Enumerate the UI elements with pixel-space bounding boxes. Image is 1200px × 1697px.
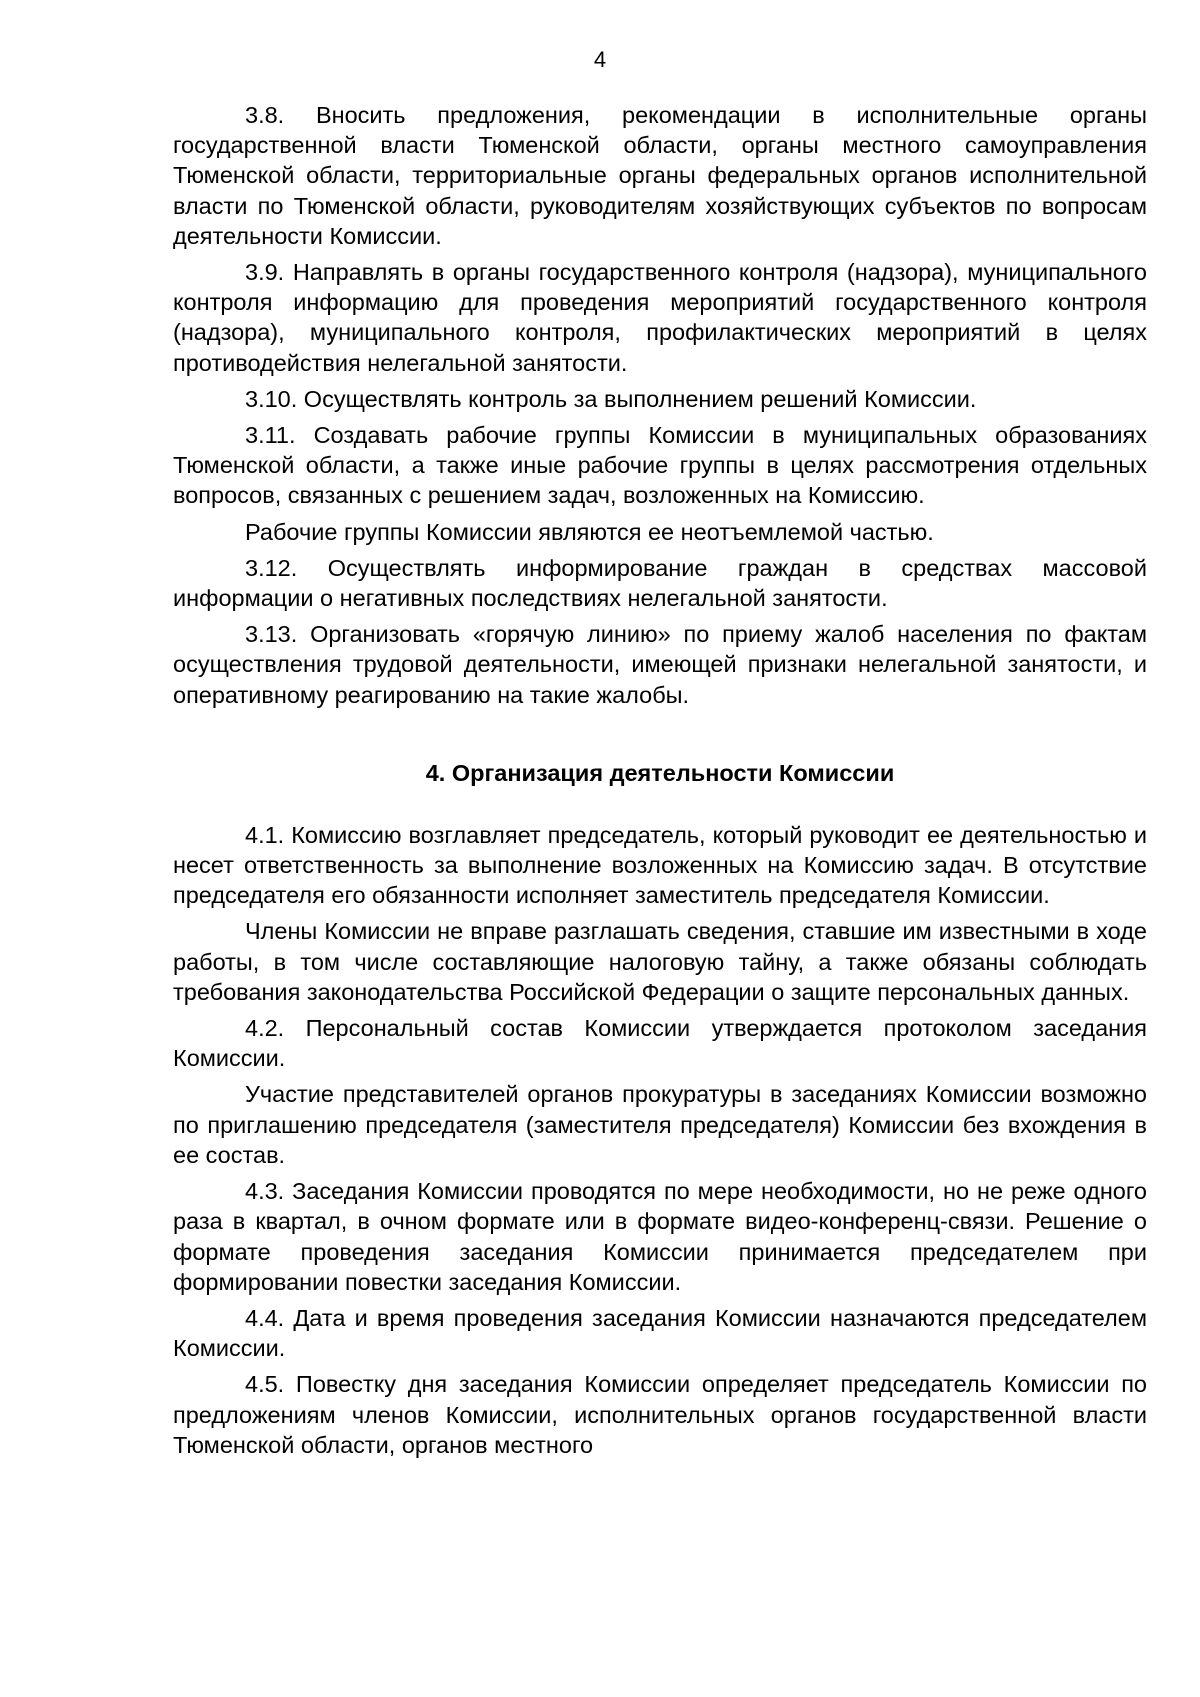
- paragraph-3-8: 3.8. Вносить предложения, рекомендации в исполнительные органы государственной власти Тюменской области, органы местного самоуправления Тюменской области, территориальные органы федеральных органов исполнительной власти по Тюменской области, руководителям хозяйствующих субъектов по вопросам деятельности Комиссии.: [173, 102, 1147, 249]
- paragraph-working-groups: Рабочие группы Комиссии являются ее неотъемлемой частью.: [245, 518, 934, 545]
- paragraph-members-confidentiality: Члены Комиссии не вправе разглашать сведения, ставшие им известными в ходе работы, в том числе составляющие налоговую тайну, а также обязаны соблюдать требования законодательства Российской Федерации о защите персональных данных.: [173, 918, 1147, 1005]
- paragraph-3-13: 3.13. Организовать «горячую линию» по приему жалоб населения по фактам осуществления трудовой деятельности, имеющей признаки нелегальной занятости, и оперативному реагированию на такие жалобы.: [173, 621, 1147, 708]
- paragraph-3-12: 3.12. Осуществлять информирование граждан в средствах массовой информации о негативных последствиях нелегальной занятости.: [173, 554, 1147, 612]
- paragraph-3-10: 3.10. Осуществлять контроль за выполнением решений Комиссии.: [245, 385, 977, 412]
- paragraph-prosecutor-participation: Участие представителей органов прокуратуры в заседаниях Комиссии возможно по приглашению председателя (заместителя председателя) Комиссии без вхождения в ее состав.: [173, 1081, 1147, 1168]
- section-heading: 4. Организация деятельности Комиссии: [425, 759, 895, 786]
- paragraph-3-9: 3.9. Направлять в органы государственного контроля (надзора), муниципального контроля информацию для проведения мероприятий государственного контроля (надзора), муниципального контроля, профилактических мероприятий в целях противодействия нелегальной занятости.: [173, 259, 1147, 376]
- paragraph-4-4: 4.4. Дата и время проведения заседания Комиссии назначаются председателем Комиссии.: [173, 1304, 1147, 1362]
- document-body: [173, 100, 1147, 1466]
- page-number: 4: [593, 47, 607, 72]
- paragraph-4-1: 4.1. Комиссию возглавляет председатель, который руководит ее деятельностью и несет ответственность за выполнение возложенных на Комиссию задач. В отсутствие председателя его обязанности исполняет заместитель председателя Комиссии.: [173, 821, 1147, 909]
- paragraph-3-11: 3.11. Создавать рабочие группы Комиссии в муниципальных образованиях Тюменской области, а также иные рабочие группы в целях рассмотрения отдельных вопросов, связанных с решением задач, возложенных на Комиссию.: [173, 422, 1147, 509]
- paragraph-4-5: 4.5. Повестку дня заседания Комиссии определяет председатель Комиссии по предложениям членов Комиссии, исполнительных органов государственной власти Тюменской области, органов местного: [173, 1371, 1147, 1458]
- paragraph-4-2: 4.2. Персональный состав Комиссии утверждается протоколом заседания Комиссии.: [173, 1015, 1147, 1072]
- paragraph-4-3: 4.3. Заседания Комиссии проводятся по мере необходимости, но не реже одного раза в квартал, в очном формате или в формате видео-конференц-связи. Решение о формате проведения заседания Комиссии принимается председателем при формировании повестки заседания Комиссии.: [173, 1178, 1147, 1295]
